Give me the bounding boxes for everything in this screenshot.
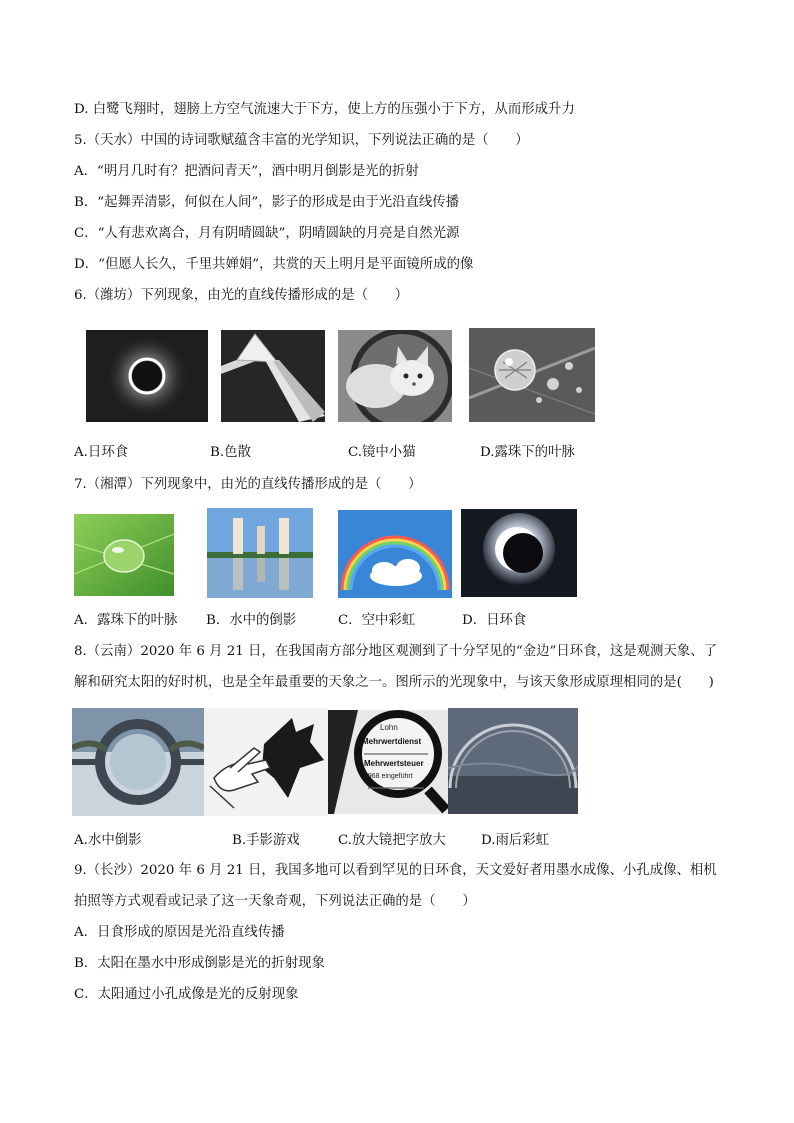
- magnifier-line-4: 1968 eingeführt: [364, 773, 413, 780]
- q6-option-a: A.日环食: [74, 445, 129, 460]
- rainbow-sky-image: [338, 510, 452, 598]
- q9-option-c: C．太阳通过小孔成像是光的反射现象: [74, 987, 299, 1002]
- q7-stem: 7.（湘潭）下列现象中，由光的直线传播形成的是（ ）: [74, 477, 422, 492]
- q9-stem-line1: 9.（长沙）2020 年 6 月 21 日，我国多地可以看到罕见的日环食，天文爱好者用墨水成像、小孔成像、相机: [74, 863, 717, 878]
- q8-option-a: A.水中倒影: [74, 833, 142, 848]
- q9-option-a: A．日食形成的原因是光沿直线传播: [74, 925, 285, 940]
- q8-option-d: D.雨后彩虹: [481, 833, 550, 848]
- hand-shadow-image: [204, 708, 328, 816]
- magnifier-line-3: Mehrwertsteuer: [364, 759, 424, 768]
- q6-option-c: C.镜中小猫: [348, 445, 416, 460]
- q9-option-b: B．太阳在墨水中形成倒影是光的折射现象: [74, 956, 325, 971]
- magnifier-line-2: Mehrwertdienst: [362, 737, 422, 746]
- q7-option-c: C．空中彩虹: [338, 613, 416, 628]
- q5-option-a: A．“明月几时有？把酒问青天”，酒中明月倒影是光的折射: [74, 164, 419, 179]
- q7-option-d: D．日环食: [462, 613, 527, 628]
- rainbow-after-rain-image: [448, 708, 578, 814]
- q8-stem-line1: 8.（云南）2020 年 6 月 21 日，在我国南方部分地区观测到了十分罕见的“金边”日环食，这是观测天象、了: [74, 644, 718, 659]
- q6-option-b: B.色散: [210, 445, 251, 460]
- q5-stem: 5.（天水）中国的诗词歌赋蕴含丰富的光学知识，下列说法正确的是（ ）: [74, 133, 529, 148]
- q5-option-c: C．“人有悲欢离合，月有阴晴圆缺”，阴晴圆缺的月亮是自然光源: [74, 226, 460, 241]
- dewdrop-leaf-image: [469, 328, 595, 422]
- q9-stem-line2: 拍照等方式观看或记录了这一天象奇观，下列说法正确的是（ ）: [74, 894, 476, 909]
- cat-in-mirror-image: [338, 330, 452, 422]
- magnifier-text-image: [328, 710, 448, 814]
- pagoda-reflection-image: [207, 508, 313, 598]
- q8-stem-line2: 解和研究太阳的好时机，也是全年最重要的天象之一。图所示的光现象中，与该天象形成原理相同的是( ): [74, 675, 714, 690]
- solar-ring-eclipse-image: [86, 330, 208, 422]
- dewdrop-leaf-image: [74, 514, 174, 596]
- magnifier-line-1: Lohn: [380, 723, 398, 732]
- q8-option-c: C.放大镜把字放大: [338, 833, 446, 848]
- q5-option-d: D．“但愿人长久，千里共婵娟”，共赏的天上明月是平面镜所成的像: [74, 257, 474, 272]
- q5-option-b: B．“起舞弄清影，何似在人间”，影子的形成是由于光沿直线传播: [74, 195, 460, 210]
- q4-option-d: D. 白鹭飞翔时，翅膀上方空气流速大于下方，使上方的压强小于下方，从而形成升力: [74, 102, 575, 117]
- bridge-reflection-image: [72, 708, 204, 816]
- q6-option-d: D.露珠下的叶脉: [480, 445, 575, 460]
- prism-dispersion-image: [221, 330, 325, 422]
- q7-option-a: A．露珠下的叶脉: [74, 613, 178, 628]
- q8-option-b: B.手影游戏: [232, 833, 300, 848]
- q6-stem: 6.（潍坊）下列现象，由光的直线传播形成的是（ ）: [74, 288, 409, 303]
- q7-option-b: B．水中的倒影: [206, 613, 297, 628]
- solar-ring-eclipse-image: [461, 509, 577, 597]
